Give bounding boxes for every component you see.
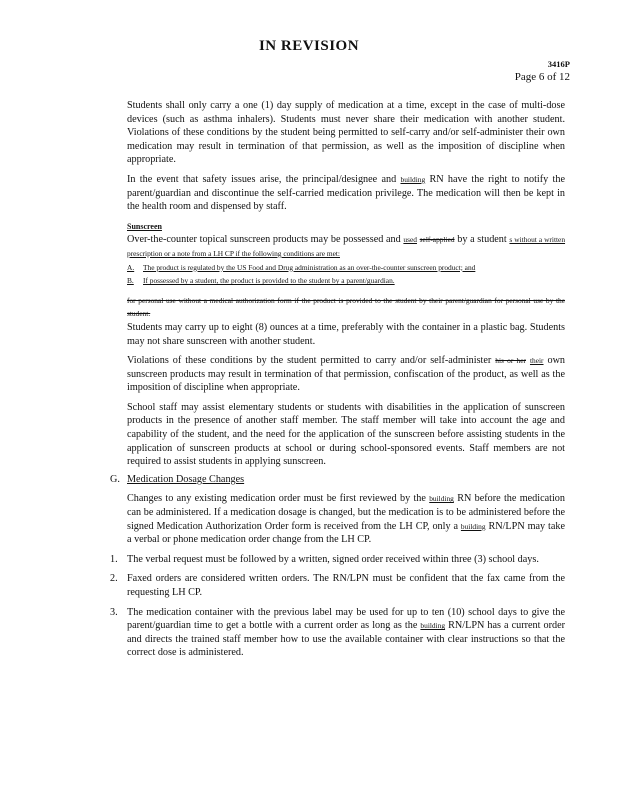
- inserted-their: their: [529, 356, 544, 366]
- condition-b: B. If possessed by a student, the product is provided to the student by a parent/guardian.: [127, 274, 565, 288]
- sunscreen-text-2: by a student: [457, 234, 507, 246]
- inserted-building-1: building: [400, 174, 426, 184]
- dosage-list: [110, 553, 566, 660]
- inserted-building-2: building: [429, 494, 454, 504]
- section-g-title: Medication Dosage Changes: [127, 473, 245, 485]
- condition-a-text: The product is regulated by the US Food and Drug administration as an over-the-counter sunscreen product; and: [143, 262, 476, 272]
- sunscreen-intro-paragraph: [127, 233, 565, 260]
- condition-a: A. The product is regulated by the US Food and Drug administration as an over-the-counter sunscreen product; and: [127, 261, 565, 275]
- deleted-his-or-her: his or her: [495, 356, 526, 366]
- document-body: [110, 99, 566, 660]
- safety-text-1: In the event that safety issues arise, the principal/designee and: [127, 173, 397, 185]
- policy-number: 3416P: [547, 59, 570, 69]
- section-g-heading: G. Medication Dosage Changes: [110, 473, 245, 485]
- document-title: IN REVISION: [258, 38, 360, 54]
- inserted-building-4: building: [420, 621, 446, 631]
- safety-issues-paragraph: [127, 173, 565, 214]
- condition-b-text: If possessed by a student, the product is provided to the student by a parent/guardian.: [143, 276, 395, 286]
- deleted-personal-use-text: for personal use without a medical authorization form if the product is provided to the student by their parent/guardian for personal use by the student.: [127, 295, 565, 319]
- staff-assist-paragraph: School staff may assist elementary students or students with disabilities in the application of sunscreen products in the presence of another staff member. The staff member will take into account the age and capability of the student, and the need for the application of the sunscreen before assisting students in the application of sunscreen products at school or during school-sponsored events. Staff members are not required to assist students in applying sunscreen.: [127, 401, 565, 468]
- inserted-used: used: [403, 235, 417, 245]
- sunscreen-heading: Sunscreen: [127, 221, 162, 231]
- carry-supply-paragraph: Students shall only carry a one (1) day supply of medication at a time, except in the case of multi-dose devices (such as asthma inhalers). Students must never share their medication with another student. Violations of these conditions by the student being permitted to self-carry and/or self-administer their own medication may result in termination of that permission, as well as the imposition of discipline when appropriate.: [127, 100, 565, 166]
- page-number: Page 6 of 12: [514, 71, 570, 83]
- list-item: 2. Faxed orders are considered written orders. The RN/LPN must be confident that the fax came from the requesting LH CP.: [110, 573, 565, 598]
- violations-text-1: Violations of these conditions by the student permitted to carry and/or self-administer: [127, 355, 492, 367]
- inserted-building-3: building: [460, 521, 486, 531]
- list-item: 1. The verbal request must be followed by a written, signed order received within three (3) school days.: [110, 553, 539, 565]
- violations-text-2: own sunscreen products may result in termination of that permission, confiscation of the product, as well as the imposition of discipline when appropriate.: [127, 355, 566, 394]
- ounces-paragraph: Students may carry up to eight (8) ounces at a time, preferably with the container in a plastic bag. Students may not share sunscreen with another student.: [127, 321, 565, 347]
- inserted-conditions-text: s without a written prescription or a note from a LH CP if the following conditions are met:: [127, 235, 566, 258]
- list-item: 3. The medication container with the previous label may be used for up to ten (10) school days to give the parent/guardian time to get a bottle with a current order as long as the building RN/LPN has a current order and directs the trained staff member how to use the available container with clear instructions so that the correct dose is administered.: [110, 606, 566, 659]
- dosage-changes-paragraph: Changes to any existing medication order must be first reviewed by the building RN before the medication can be administered. If a medication dosage is changed, but the medication is to be administered before the signed Medication Authorization Order form is received from the LH CP, only a building RN/LPN may take a verbal or phone medication order change from the LH CP.: [127, 493, 565, 546]
- violations-paragraph: [127, 354, 565, 395]
- deleted-self-applied: self-applied: [419, 235, 455, 245]
- safety-text-2: RN have the right to notify the parent/guardian and discontinue the self-carried medication privilege. The medication will then be kept in the health room and dispensed by staff.: [127, 173, 565, 213]
- sunscreen-text-1: Over-the-counter topical sunscreen products may be possessed and: [127, 234, 401, 246]
